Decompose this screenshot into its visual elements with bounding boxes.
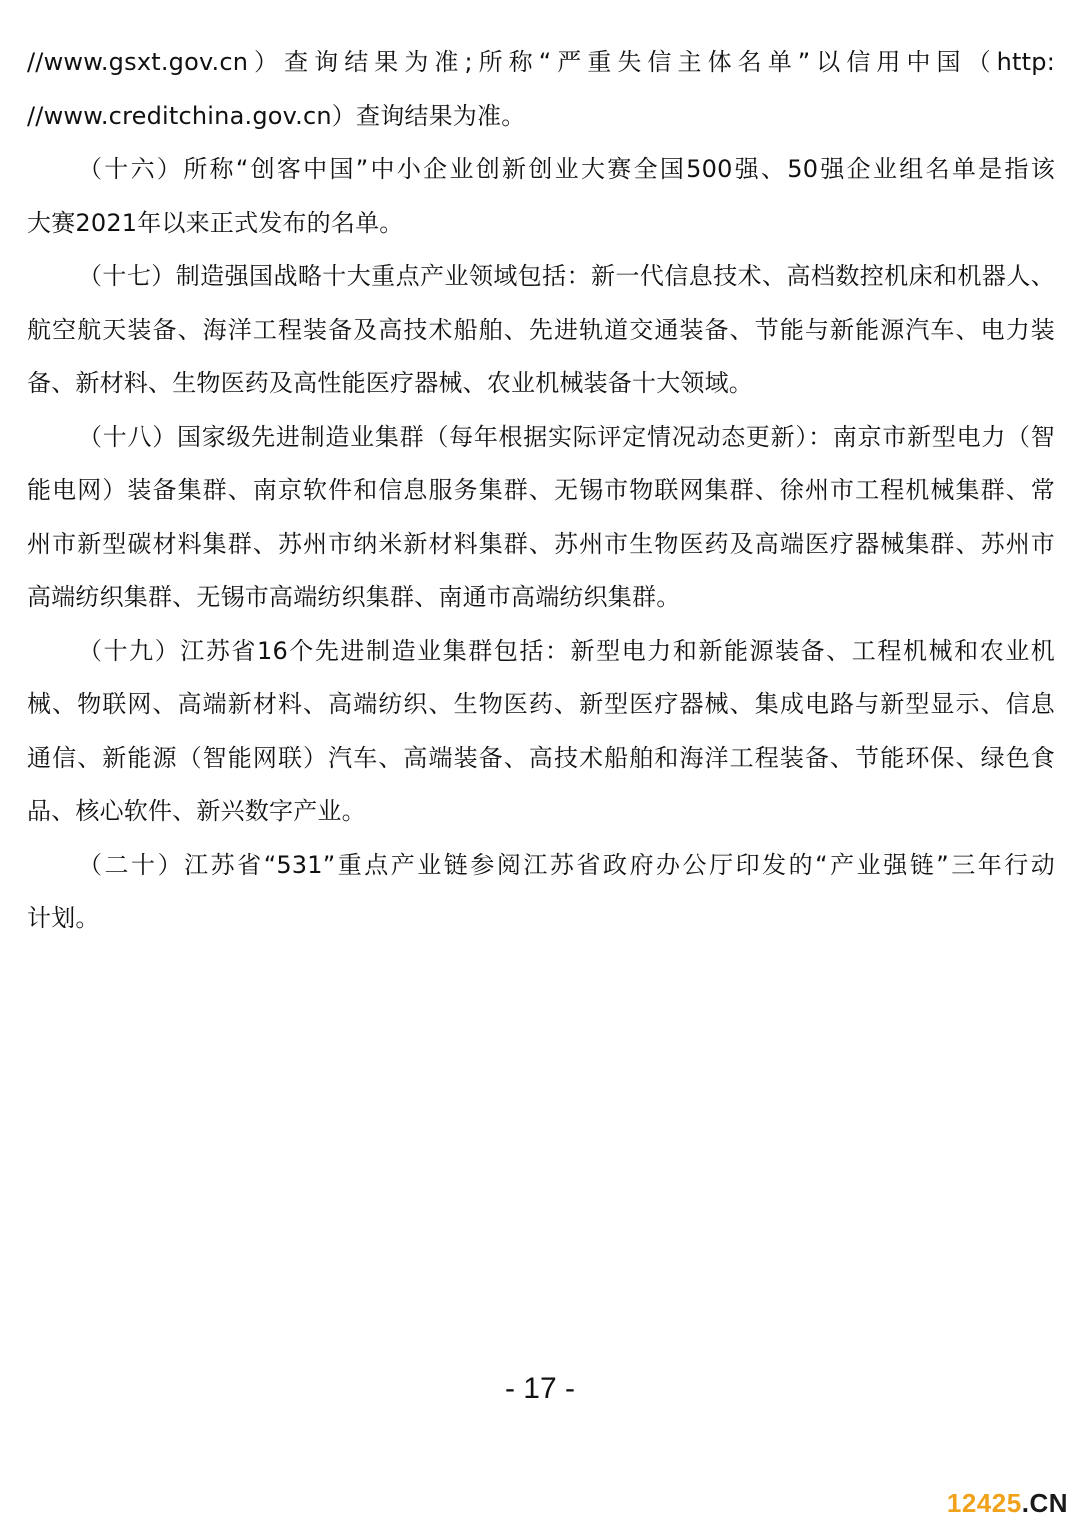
- page-number: - 17 -: [504, 1372, 576, 1405]
- paragraph-16-line: （十六）所称“创客中国”中小企业创新创业大赛全国500强、50强企业组名单是指该: [78, 155, 1055, 183]
- text-line: 通信、新能源（智能网联）汽车、高端装备、高技术船舶和海洋工程装备、节能环保、绿色食: [27, 743, 1055, 772]
- text-line: 州市新型碳材料集群、苏州市纳米新材料集群、苏州市生物医药及高端医疗器械集群、苏州市: [27, 529, 1055, 558]
- text-line: 械、物联网、高端新材料、高端纺织、生物医药、新型医疗器械、集成电路与新型显示、信息: [27, 690, 1055, 718]
- watermark-domain: CN: [1029, 1488, 1068, 1518]
- text-line: 高端纺织集群、无锡市高端纺织集群、南通市高端纺织集群。: [27, 583, 681, 611]
- paragraph-18-line: （十八）国家级先进制造业集群（每年根据实际评定情况动态更新）：南京市新型电力（智: [78, 422, 1055, 451]
- text-line: 航空航天装备、海洋工程装备及高技术船舶、先进轨道交通装备、节能与新能源汽车、电力装: [27, 315, 1055, 344]
- text-line: 大赛2021年以来正式发布的名单。: [27, 208, 404, 237]
- paragraph-17-line: （十七）制造强国战略十大重点产业领域包括：新一代信息技术、高档数控机床和机器人、: [78, 262, 1055, 290]
- text-line: 能电网）装备集群、南京软件和信息服务集群、无锡市物联网集群、徐州市工程机械集群、常: [27, 476, 1055, 504]
- text-line: 计划。: [27, 904, 100, 932]
- watermark-dot: .: [1021, 1488, 1030, 1518]
- paragraph-20-line: （二十）江苏省“531”重点产业链参阅江苏省政府办公厅印发的“产业强链”三年行动: [78, 850, 1055, 879]
- text-line: 备、新材料、生物医药及高性能医疗器械、农业机械装备十大领域。: [27, 369, 753, 397]
- text-line: 品、核心软件、新兴数字产业。: [27, 797, 366, 825]
- watermark-number: 12425: [946, 1488, 1022, 1518]
- body-text: [27, 36, 1055, 946]
- text-line: //www.creditchina.gov.cn）查询结果为准。: [27, 101, 526, 130]
- paragraph-19-line: （十九）江苏省16个先进制造业集群包括：新型电力和新能源装备、工程机械和农业机: [78, 636, 1055, 665]
- site-watermark: [947, 1488, 1068, 1519]
- text-line: //www.gsxt.gov.cn）查询结果为准;所称“严重失信主体名单”以信用中国（http:: [27, 48, 1055, 76]
